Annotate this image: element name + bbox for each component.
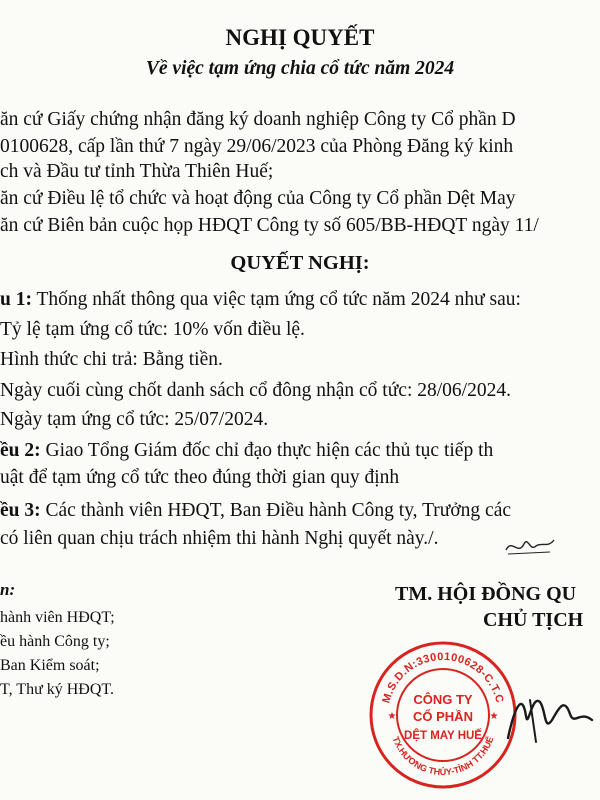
- article-1-label: u 1:: [0, 289, 32, 310]
- preamble-line: 0100628, cấp lần thứ 7 ngày 29/06/2023 của Phòng Đăng ký kinh: [0, 136, 514, 157]
- article-3-label: ều 3:: [0, 500, 41, 521]
- article-2: [0, 439, 493, 463]
- article-1-item: Tỷ lệ tạm ứng cổ tức: 10% vốn điều lệ.: [0, 319, 305, 340]
- document-title: NGHỊ QUYẾT: [225, 25, 375, 50]
- article-1: [0, 288, 521, 312]
- recipient-item: hành viên HĐQT;: [0, 609, 115, 626]
- article-2-label: ều 2:: [0, 440, 41, 461]
- seal-ring-text: M.S.D.N:3300100628-C.T.C: [380, 650, 506, 705]
- article-1-item: Hình thức chi trả: Bằng tiền.: [0, 349, 223, 370]
- recipients-heading: n:: [0, 580, 16, 599]
- document-subtitle: Về việc tạm ứng chia cổ tức năm 2024: [145, 58, 455, 79]
- preamble-line: ăn cứ Biên bản cuộc họp HĐQT Công ty số 605/BB-HĐQT ngày 11/: [0, 215, 539, 236]
- seal-bottom-text: TX.HƯƠNG THỦY-TỈNH TT.HUẾ: [390, 735, 496, 778]
- article-2-cont: uật để tạm ứng cổ tức theo đúng thời gian quy định: [0, 467, 400, 488]
- seal-star-icon: ★: [489, 711, 499, 722]
- recipient-item: ều hành Công ty;: [0, 633, 110, 650]
- preamble-line: ch và Đầu tư tỉnh Thừa Thiên Huế;: [0, 161, 274, 182]
- preamble-line: ăn cứ Điều lệ tổ chức và hoạt động của Công ty Cổ phần Dệt May: [0, 188, 516, 209]
- article-1-item: Ngày cuối cùng chốt danh sách cổ đông nhận cổ tức: 28/06/2024.: [0, 380, 511, 401]
- signatory-role: CHỦ TỊCH: [483, 609, 584, 631]
- article-1-text: Thống nhất thông qua việc tạm ứng cổ tức năm 2024 như sau:: [31, 289, 521, 310]
- article-3: [0, 499, 511, 523]
- resolution-heading: QUYẾT NGHỊ:: [230, 252, 370, 274]
- seal-line-3: DỆT MAY HUẾ: [404, 730, 482, 742]
- article-2-text: Giao Tổng Giám đốc chỉ đạo thực hiện các thủ tục tiếp th: [40, 440, 494, 461]
- company-seal: [368, 640, 518, 790]
- preamble-line: ăn cứ Giấy chứng nhận đăng ký doanh nghiệp Công ty Cổ phần D: [0, 109, 516, 130]
- handwritten-signature: [500, 680, 600, 750]
- seal-line-1: CÔNG TY: [413, 692, 473, 707]
- seal-star-icon: ★: [387, 711, 397, 722]
- seal-line-2: CỔ PHẦN: [413, 709, 473, 724]
- signatory-org: TM. HỘI ĐỒNG QU: [395, 583, 577, 605]
- article-3-cont: có liên quan chịu trách nhiệm thi hành Nghị quyết này./.: [0, 528, 439, 549]
- recipient-item: T, Thư ký HĐQT.: [0, 681, 114, 698]
- initial-signature-mark: [500, 530, 560, 560]
- article-3-text: Các thành viên HĐQT, Ban Điều hành Công ty, Trưởng các: [40, 500, 512, 521]
- recipient-item: Ban Kiểm soát;: [0, 657, 100, 674]
- article-1-item: Ngày tạm ứng cổ tức: 25/07/2024.: [0, 409, 269, 430]
